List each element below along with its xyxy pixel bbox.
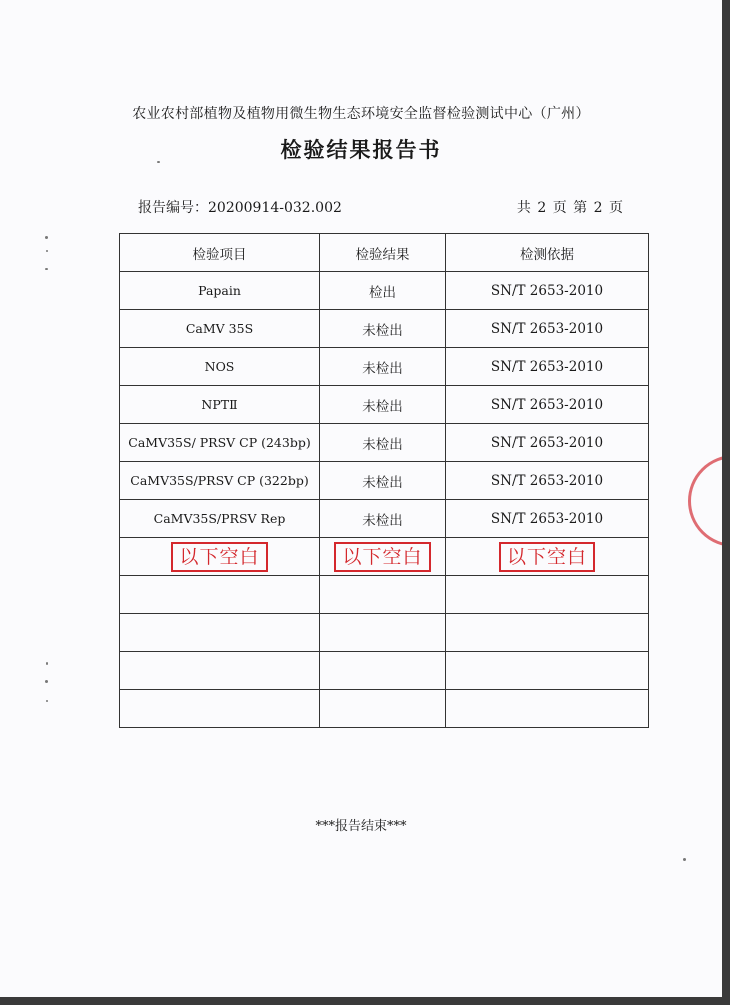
- cell-basis: SN/T 2653-2010: [446, 500, 649, 538]
- report-number: 报告编号：20200914-032.002: [138, 200, 342, 216]
- cell-result: 未检出: [320, 424, 446, 462]
- results-table: [119, 233, 649, 728]
- table-row: [120, 272, 649, 310]
- table-row: [120, 500, 649, 538]
- table-row: [120, 310, 649, 348]
- scan-speck: [45, 680, 48, 683]
- header-item: 检验项目: [120, 234, 320, 272]
- scan-speck: [45, 236, 48, 239]
- empty-row: [120, 614, 649, 652]
- cell-item: Papain: [120, 272, 320, 310]
- scan-edge-right: [722, 0, 730, 1005]
- blank-below-stamp: 以下空白: [499, 542, 595, 572]
- cell-item: CaMV35S/PRSV Rep: [120, 500, 320, 538]
- table-row: [120, 348, 649, 386]
- blank-below-stamp: 以下空白: [334, 542, 430, 572]
- cell-basis: SN/T 2653-2010: [446, 348, 649, 386]
- table-row: [120, 386, 649, 424]
- scan-speck: [46, 662, 48, 665]
- cell-basis: SN/T 2653-2010: [446, 462, 649, 500]
- scan-speck: [683, 858, 686, 861]
- blank-below-stamp: 以下空白: [171, 542, 267, 572]
- cell-result: 检出: [320, 272, 446, 310]
- cell-basis: SN/T 2653-2010: [446, 272, 649, 310]
- cell-result: 未检出: [320, 386, 446, 424]
- cell-item: NOS: [120, 348, 320, 386]
- blank-stamp-row: [120, 538, 649, 576]
- cell-item: CaMV35S/PRSV CP (322bp): [120, 462, 320, 500]
- scan-speck: [46, 700, 48, 702]
- header-basis: 检测依据: [446, 234, 649, 272]
- report-end-marker: ***报告结束***: [315, 819, 407, 834]
- cell-item: CaMV 35S: [120, 310, 320, 348]
- header-result: 检验结果: [320, 234, 446, 272]
- cell-result: 未检出: [320, 348, 446, 386]
- scan-speck: [45, 268, 48, 270]
- scan-edge-bottom: [0, 997, 730, 1005]
- report-title: 检验结果报告书: [280, 137, 442, 162]
- cell-basis: SN/T 2653-2010: [446, 386, 649, 424]
- cell-item: CaMV35S/ PRSV CP (243bp): [120, 424, 320, 462]
- table-header-row: [120, 234, 649, 272]
- cell-item: NPTⅡ: [120, 386, 320, 424]
- cell-result: 未检出: [320, 462, 446, 500]
- scan-speck: [157, 161, 160, 163]
- cell-basis: SN/T 2653-2010: [446, 424, 649, 462]
- empty-row: [120, 576, 649, 614]
- empty-row: [120, 690, 649, 728]
- scan-speck: [46, 250, 48, 252]
- cell-result: 未检出: [320, 310, 446, 348]
- empty-row: [120, 652, 649, 690]
- table-row: [120, 462, 649, 500]
- page-info: 共 2 页 第 2 页: [516, 200, 624, 216]
- cell-result: 未检出: [320, 500, 446, 538]
- cell-basis: SN/T 2653-2010: [446, 310, 649, 348]
- organization-name: 农业农村部植物及植物用微生物生态环境安全监督检验测试中心（广州）: [132, 106, 590, 122]
- table-row: [120, 424, 649, 462]
